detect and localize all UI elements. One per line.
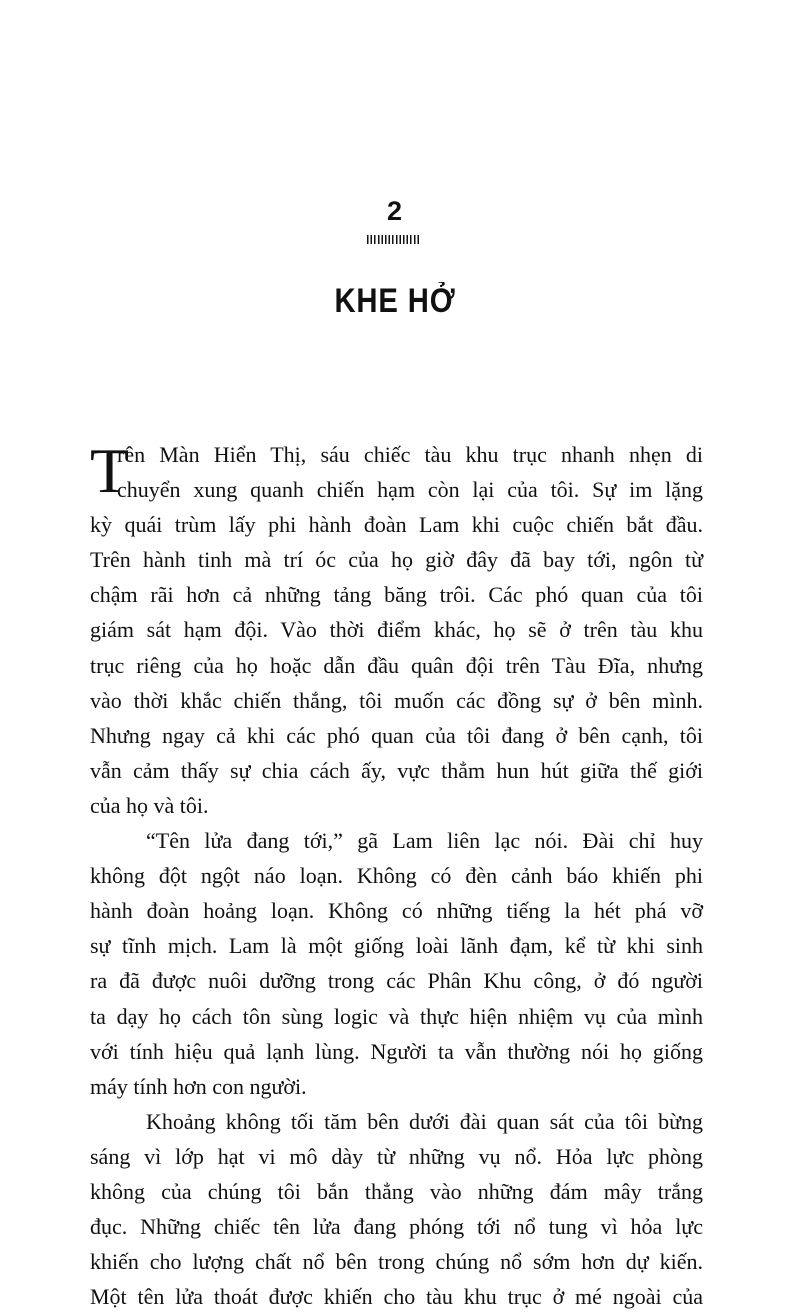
text-line: máy tính hơn con người. <box>90 1073 307 1099</box>
text-line: giám sát hạm đội. Vào thời điểm khác, họ sẽ ở trên tàu khu <box>90 617 703 643</box>
text-line: “Tên lửa đang tới,” gã Lam liên lạc nói. Đài chỉ huy <box>146 828 703 854</box>
text-line: chậm rãi hơn cả những tảng băng trôi. Các phó quan của tôi <box>90 582 703 608</box>
text-line: hành đoàn hoảng loạn. Không có những tiếng la hét phá vỡ <box>90 898 703 924</box>
text-line: khiến cho lượng chất nổ bên trong chúng nổ sớm hơn dự kiến. <box>90 1249 703 1275</box>
text-line: rên Màn Hiển Thị, sáu chiếc tàu khu trục nhanh nhẹn di <box>117 442 703 467</box>
text-line: của họ và tôi. <box>90 792 209 818</box>
chapter-ornament <box>367 235 421 244</box>
drop-cap: T <box>90 435 130 506</box>
chapter-number: 2 <box>386 196 404 226</box>
text-line: với tính hiệu quả lạnh lùng. Người ta vẫn thường nói họ giống <box>90 1038 703 1064</box>
chapter-title: KHE HỞ <box>334 282 456 320</box>
paragraph-1 <box>90 437 703 823</box>
paragraph-2 <box>90 823 703 1104</box>
text-line: chuyển xung quanh chiến hạm còn lại của tôi. Sự im lặng <box>117 477 703 503</box>
text-line: Khoảng không tối tăm bên dưới đài quan sát của tôi bừng <box>146 1108 703 1134</box>
text-line: đục. Những chiếc tên lửa đang phóng tới nổ tung vì hỏa lực <box>90 1214 703 1240</box>
text-line: vào thời khắc chiến thắng, tôi muốn các đồng sự ở bên mình. <box>90 687 703 713</box>
text-line: kỳ quái trùm lấy phi hành đoàn Lam khi cuộc chiến bắt đầu. <box>90 512 703 538</box>
text-line: ta dạy họ cách tôn sùng logic và thực hiện nhiệm vụ của mình <box>90 1003 703 1029</box>
text-line: sự tĩnh mịch. Lam là một giống loài lãnh đạm, kể từ khi sinh <box>90 933 703 959</box>
text-line: không của chúng tôi bắn thẳng vào những đám mây trắng <box>90 1178 703 1204</box>
paragraph-3 <box>90 1104 703 1314</box>
text-line: Một tên lửa thoát được khiến cho tàu khu trục ở mé ngoài của <box>90 1284 703 1310</box>
text-line: sáng vì lớp hạt vi mô dày từ những vụ nổ. Hỏa lực phòng <box>90 1143 703 1169</box>
text-line: trục riêng của họ hoặc dẫn đầu quân đội trên Tàu Đĩa, nhưng <box>90 652 703 678</box>
text-line: Nhưng ngay cả khi các phó quan của tôi đang ở bên cạnh, tôi <box>90 722 703 748</box>
body-text <box>90 437 703 1314</box>
text-line: không đột ngột náo loạn. Không có đèn cảnh báo khiến phi <box>90 863 703 889</box>
text-line: vẫn cảm thấy sự chia cách ấy, vực thẳm hun hút giữa thế giới <box>90 757 703 783</box>
text-line: ra đã được nuôi dưỡng trong các Phân Khu công, ở đó người <box>90 968 703 994</box>
text-line: Trên hành tinh mà trí óc của họ giờ đây đã bay tới, ngôn từ <box>90 547 703 573</box>
